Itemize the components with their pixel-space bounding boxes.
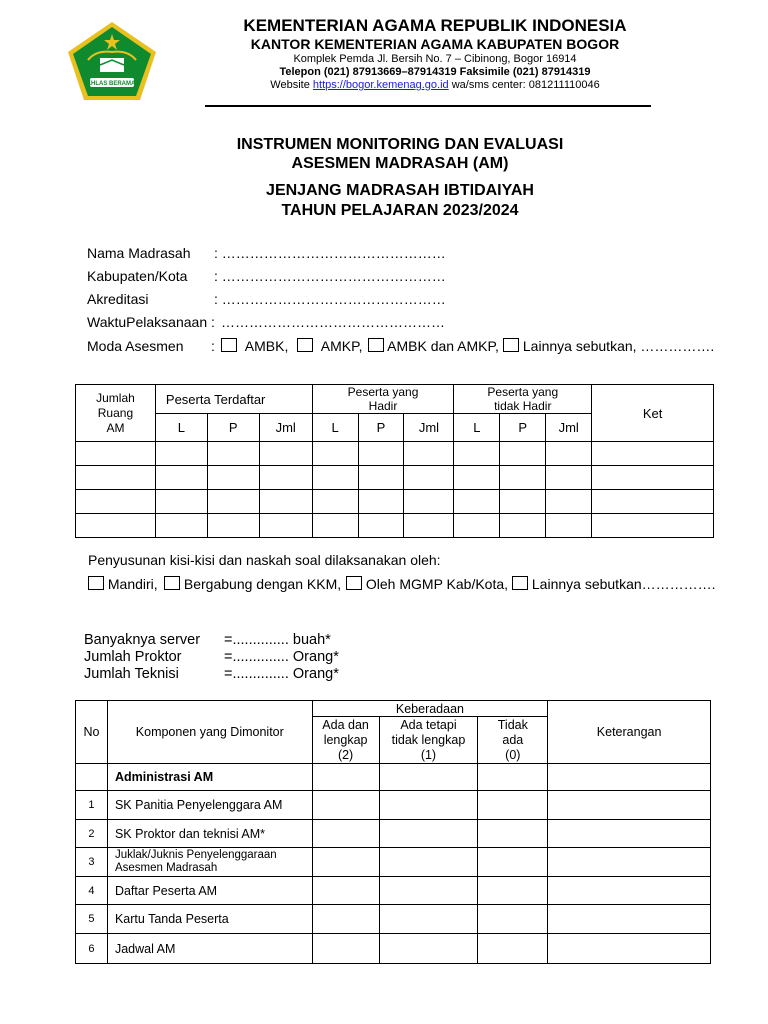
cell[interactable] — [358, 442, 404, 466]
label-moda: Moda Asesmen — [87, 338, 184, 354]
cell[interactable] — [548, 764, 711, 791]
cell[interactable] — [358, 490, 404, 514]
doc-title-4: TAHUN PELAJARAN 2023/2024 — [281, 202, 519, 219]
row-item: SK Panitia Penyelenggara AM — [107, 791, 312, 820]
row-item: SK Proktor dan teknisi AM* — [107, 820, 312, 848]
cell[interactable] — [478, 848, 548, 877]
checkbox[interactable] — [221, 338, 237, 352]
header-terdaftar: Peserta Terdaftar — [155, 385, 312, 414]
header-rule — [205, 105, 651, 107]
checkbox[interactable] — [297, 338, 313, 352]
row-no: 2 — [76, 820, 108, 848]
cell[interactable] — [76, 514, 156, 538]
header-jumlah-ruang: Jumlah Ruang AM — [76, 385, 156, 442]
sub-jml: Jml — [404, 414, 454, 442]
sub-p: P — [358, 414, 404, 442]
cell[interactable] — [207, 514, 259, 538]
label-nama-madrasah: Nama Madrasah — [87, 245, 191, 261]
cell[interactable] — [207, 442, 259, 466]
label-kabupaten: Kabupaten/Kota — [87, 268, 188, 284]
cell[interactable] — [312, 764, 379, 791]
kisi-option-mandiri[interactable]: Mandiri, — [88, 576, 158, 592]
cell[interactable] — [478, 791, 548, 820]
label-server: Banyaknya server — [84, 632, 201, 648]
cell[interactable] — [500, 490, 546, 514]
office-name: KANTOR KEMENTERIAN AGAMA KABUPATEN BOGOR — [250, 36, 620, 52]
label-akreditasi: Akreditasi — [87, 291, 149, 307]
row-no: 5 — [76, 905, 108, 934]
cell[interactable] — [500, 442, 546, 466]
checkbox[interactable] — [503, 338, 519, 352]
row-item: Daftar Peserta AM — [107, 877, 312, 905]
kemenag-logo — [66, 20, 158, 102]
cell[interactable] — [454, 490, 500, 514]
cell[interactable] — [312, 791, 379, 820]
cell[interactable] — [358, 514, 404, 538]
checkbox[interactable] — [512, 576, 528, 590]
table-row — [76, 820, 711, 848]
office-website: Website https://bogor.kemenag.go.id wa/sms center: 081211110046 — [270, 79, 600, 91]
value-akreditasi[interactable]: : ………………………………………… — [214, 291, 446, 307]
cell[interactable] — [592, 514, 714, 538]
cell[interactable] — [207, 466, 259, 490]
table-row — [76, 466, 714, 490]
cell — [76, 764, 108, 791]
moda-option-ambk-amkp[interactable]: AMBK dan AMKP, — [368, 338, 499, 354]
cell[interactable] — [76, 442, 156, 466]
doc-title-3: JENJANG MADRASAH IBTIDAIYAH — [266, 182, 534, 199]
svg-text:IKHLAS BERAMAL: IKHLAS BERAMAL — [85, 81, 139, 87]
checkbox[interactable] — [164, 576, 180, 590]
cell[interactable] — [500, 466, 546, 490]
sub-l: L — [454, 414, 500, 442]
cell[interactable] — [546, 514, 592, 538]
cell[interactable] — [312, 820, 379, 848]
cell[interactable] — [379, 934, 478, 964]
cell[interactable] — [207, 490, 259, 514]
sub-p: P — [207, 414, 259, 442]
header-tidak-hadir: Peserta yang tidak Hadir — [454, 385, 592, 414]
header-tidak-ada: Tidak ada (0) — [478, 717, 548, 764]
kisi-option-mgmp[interactable]: Oleh MGMP Kab/Kota, — [346, 576, 508, 592]
cell[interactable] — [548, 905, 711, 934]
table-row — [76, 442, 714, 466]
office-phone: Telepon (021) 87913669–87914319 Faksimile (021) 87914319 — [279, 66, 591, 78]
cell[interactable] — [404, 490, 454, 514]
sub-p: P — [500, 414, 546, 442]
row-item: Kartu Tanda Peserta — [107, 905, 312, 934]
cell[interactable] — [259, 514, 312, 538]
cell[interactable] — [592, 490, 714, 514]
cell[interactable] — [312, 934, 379, 964]
cell[interactable] — [379, 764, 478, 791]
label-proktor: Jumlah Proktor — [84, 649, 182, 665]
cell[interactable] — [478, 820, 548, 848]
cell[interactable] — [76, 490, 156, 514]
header-ada-tidak-lengkap: Ada tetapi tidak lengkap (1) — [379, 717, 478, 764]
checkbox[interactable] — [346, 576, 362, 590]
doc-title-1: INSTRUMEN MONITORING DAN EVALUASI — [236, 136, 564, 153]
sub-l: L — [155, 414, 207, 442]
cell[interactable] — [155, 514, 207, 538]
cell[interactable] — [312, 905, 379, 934]
cell[interactable] — [379, 905, 478, 934]
sub-jml: Jml — [546, 414, 592, 442]
cell[interactable] — [379, 820, 478, 848]
cell[interactable] — [259, 490, 312, 514]
sub-jml: Jml — [259, 414, 312, 442]
website-link[interactable]: https://bogor.kemenag.go.id — [312, 79, 449, 91]
cell[interactable] — [548, 877, 711, 905]
cell[interactable] — [478, 877, 548, 905]
table-row — [76, 848, 711, 877]
cell[interactable] — [312, 466, 358, 490]
doc-title-2: ASESMEN MADRASAH (AM) — [291, 155, 509, 172]
cell[interactable] — [478, 764, 548, 791]
cell[interactable] — [379, 791, 478, 820]
cell[interactable] — [592, 466, 714, 490]
header-ket: Ket — [592, 385, 714, 442]
cell[interactable] — [155, 442, 207, 466]
value-nama-madrasah[interactable]: : ………………………………………… — [214, 245, 446, 261]
cell[interactable] — [546, 466, 592, 490]
table-row — [76, 905, 711, 934]
cell[interactable] — [76, 466, 156, 490]
cell[interactable] — [404, 442, 454, 466]
cell[interactable] — [312, 490, 358, 514]
cell[interactable] — [404, 514, 454, 538]
row-item: Juklak/Juknis Penyelenggaraan Asesmen Madrasah — [107, 848, 312, 877]
cell[interactable] — [404, 466, 454, 490]
header-no: No — [76, 701, 108, 764]
row-item: Jadwal AM — [107, 934, 312, 964]
cell[interactable] — [478, 905, 548, 934]
cell[interactable] — [454, 466, 500, 490]
cell[interactable] — [312, 848, 379, 877]
cell[interactable] — [454, 442, 500, 466]
kisi-option-lainnya[interactable]: Lainnya sebutkan……………. — [512, 576, 716, 592]
moda-option-lainnya[interactable]: Lainnya sebutkan, ……………. — [503, 338, 714, 354]
cell[interactable] — [548, 848, 711, 877]
cell[interactable] — [155, 466, 207, 490]
cell[interactable] — [312, 877, 379, 905]
cell[interactable] — [548, 934, 711, 964]
row-no: 1 — [76, 791, 108, 820]
table-row — [76, 490, 714, 514]
cell[interactable] — [548, 820, 711, 848]
row-no: 3 — [76, 848, 108, 877]
value-teknisi[interactable]: =.............. Orang* — [224, 666, 339, 682]
moda-option-amkp[interactable]: AMKP, — [297, 338, 363, 354]
cell[interactable] — [379, 848, 478, 877]
value-server[interactable]: =.............. buah* — [224, 632, 331, 648]
office-address: Komplek Pemda Jl. Bersih No. 7 – Cibinong, Bogor 16914 — [293, 53, 577, 65]
row-no: 6 — [76, 934, 108, 964]
cell[interactable] — [259, 442, 312, 466]
table-row — [76, 791, 711, 820]
section-title: Administrasi AM — [107, 764, 312, 791]
value-proktor[interactable]: =.............. Orang* — [224, 649, 339, 665]
moda-option-ambk[interactable]: AMBK, — [221, 338, 288, 354]
table-row — [76, 877, 711, 905]
label-teknisi: Jumlah Teknisi — [84, 666, 179, 682]
cell[interactable] — [358, 466, 404, 490]
header-ada-lengkap: Ada dan lengkap (2) — [312, 717, 379, 764]
header-keterangan: Keterangan — [548, 701, 711, 764]
cell[interactable] — [312, 442, 358, 466]
cell[interactable] — [478, 934, 548, 964]
header-komponen: Komponen yang Dimonitor — [107, 701, 312, 764]
cell[interactable] — [500, 514, 546, 538]
label-waktu: WaktuPelaksanaan : — [87, 314, 215, 330]
table-row — [76, 514, 714, 538]
participant-table — [75, 384, 714, 538]
cell[interactable] — [259, 466, 312, 490]
cell[interactable] — [546, 442, 592, 466]
cell[interactable] — [454, 514, 500, 538]
header-hadir: Peserta yang Hadir — [312, 385, 454, 414]
cell[interactable] — [546, 490, 592, 514]
ministry-name: KEMENTERIAN AGAMA REPUBLIK INDONESIA — [243, 16, 627, 35]
cell[interactable] — [592, 442, 714, 466]
cell[interactable] — [312, 514, 358, 538]
header-keberadaan: Keberadaan — [312, 701, 548, 717]
value-waktu[interactable]: ………………………………………… — [221, 314, 445, 330]
checkbox[interactable] — [368, 338, 384, 352]
checkbox[interactable] — [88, 576, 104, 590]
kisi-question: Penyusunan kisi-kisi dan naskah soal dilaksanakan oleh: — [88, 552, 441, 568]
section-row — [76, 764, 711, 791]
sub-l: L — [312, 414, 358, 442]
row-no: 4 — [76, 877, 108, 905]
value-kabupaten[interactable]: : ………………………………………… — [214, 268, 446, 284]
table-row — [76, 934, 711, 964]
kisi-option-kkm[interactable]: Bergabung dengan KKM, — [164, 576, 341, 592]
monitoring-table — [75, 700, 711, 964]
cell[interactable] — [548, 791, 711, 820]
moda-colon: : — [211, 338, 215, 354]
cell[interactable] — [379, 877, 478, 905]
cell[interactable] — [155, 490, 207, 514]
